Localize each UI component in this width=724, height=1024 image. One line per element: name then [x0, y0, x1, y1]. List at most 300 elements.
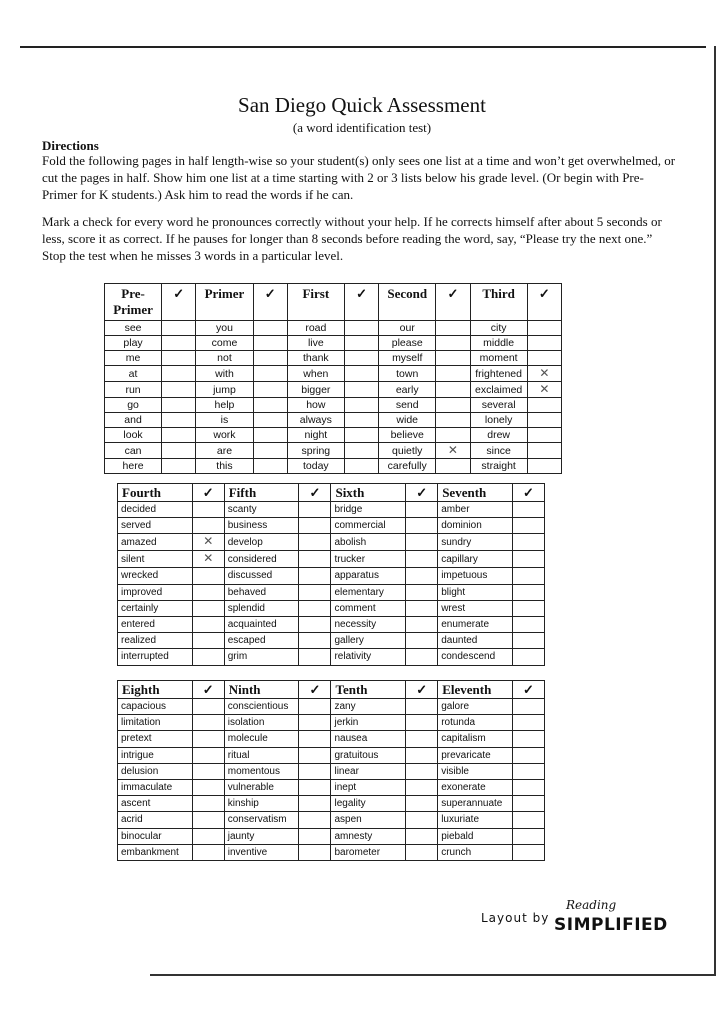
page-title: San Diego Quick Assessment [238, 93, 486, 117]
table-row [118, 731, 545, 747]
check-cell[interactable] [192, 518, 224, 534]
check-cell[interactable] [299, 649, 331, 665]
column-header: Fifth [224, 484, 299, 502]
word-cell: luxuriate [438, 812, 513, 828]
word-cell: how [287, 398, 344, 413]
check-cell[interactable] [512, 568, 544, 584]
word-cell: ritual [224, 747, 299, 763]
table-header-row [105, 284, 562, 321]
check-cell[interactable] [436, 321, 470, 336]
check-cell[interactable] [192, 763, 224, 779]
check-cell[interactable] [436, 443, 470, 459]
word-cell: daunted [438, 633, 513, 649]
column-header: Primer [196, 284, 253, 321]
check-cell[interactable] [299, 568, 331, 584]
word-cell: relativity [331, 649, 406, 665]
table-row [105, 413, 562, 428]
table-row [118, 518, 545, 534]
check-cell[interactable] [527, 336, 561, 351]
table-row [118, 649, 545, 665]
check-cell[interactable] [527, 366, 561, 382]
check-cell[interactable] [253, 351, 287, 366]
check-cell[interactable] [253, 459, 287, 474]
check-cell[interactable] [192, 502, 224, 518]
table-row [105, 351, 562, 366]
check-cell[interactable] [299, 844, 331, 860]
check-cell[interactable] [406, 551, 438, 568]
column-header: Ninth [224, 681, 299, 699]
column-header: First [287, 284, 344, 321]
check-cell[interactable] [192, 747, 224, 763]
word-cell: gratuitous [331, 747, 406, 763]
check-cell[interactable] [253, 382, 287, 398]
check-cell[interactable] [299, 699, 331, 715]
word-cell: moment [470, 351, 527, 366]
word-cell: is [196, 413, 253, 428]
table-row [105, 428, 562, 443]
check-cell[interactable] [527, 398, 561, 413]
word-cell: legality [331, 796, 406, 812]
check-cell[interactable] [299, 747, 331, 763]
word-cell: necessity [331, 616, 406, 632]
check-cell[interactable] [527, 443, 561, 459]
brand-main-text: SIMPLIFIED [554, 915, 668, 935]
check-cell[interactable] [512, 699, 544, 715]
word-cell: abolish [331, 534, 406, 551]
check-cell[interactable] [299, 715, 331, 731]
word-cell: superannuate [438, 796, 513, 812]
word-cell: aspen [331, 812, 406, 828]
table-row [105, 459, 562, 474]
word-cell: comment [331, 600, 406, 616]
word-cell: inventive [224, 844, 299, 860]
word-cell: amnesty [331, 828, 406, 844]
word-cell: limitation [118, 715, 193, 731]
check-column-header: ✓ [253, 284, 287, 321]
check-cell[interactable] [406, 747, 438, 763]
word-cell: commercial [331, 518, 406, 534]
word-cell: me [105, 351, 162, 366]
word-cell: behaved [224, 584, 299, 600]
check-cell[interactable] [512, 600, 544, 616]
word-cell: apparatus [331, 568, 406, 584]
check-cell[interactable] [436, 428, 470, 443]
check-cell[interactable] [192, 551, 224, 568]
word-cell: frightened [470, 366, 527, 382]
check-cell[interactable] [406, 699, 438, 715]
check-cell[interactable] [192, 584, 224, 600]
word-cell: isolation [224, 715, 299, 731]
word-cell: amber [438, 502, 513, 518]
check-cell[interactable] [512, 731, 544, 747]
table-row [118, 715, 545, 731]
check-cell[interactable] [527, 413, 561, 428]
check-cell[interactable] [406, 731, 438, 747]
word-cell: live [287, 336, 344, 351]
check-cell[interactable] [192, 779, 224, 795]
column-header: Seventh [438, 484, 513, 502]
check-cell[interactable] [436, 398, 470, 413]
word-cell: elementary [331, 584, 406, 600]
check-cell[interactable] [512, 502, 544, 518]
table-row [118, 600, 545, 616]
word-cell: lonely [470, 413, 527, 428]
check-cell[interactable] [192, 844, 224, 860]
table-row [118, 699, 545, 715]
word-cell: realized [118, 633, 193, 649]
brand-script-text: Reading [566, 898, 617, 912]
word-cell: wrecked [118, 568, 193, 584]
table-header-row [118, 484, 545, 502]
check-cell[interactable] [253, 398, 287, 413]
word-cell: improved [118, 584, 193, 600]
word-cell: our [379, 321, 436, 336]
check-cell[interactable] [299, 616, 331, 632]
word-cell: help [196, 398, 253, 413]
check-cell[interactable] [512, 518, 544, 534]
check-cell[interactable] [299, 534, 331, 551]
word-cell: spring [287, 443, 344, 459]
check-cell[interactable] [299, 763, 331, 779]
word-cell: served [118, 518, 193, 534]
word-cell: night [287, 428, 344, 443]
check-cell[interactable] [436, 382, 470, 398]
column-header: Third [470, 284, 527, 321]
word-cell: capillary [438, 551, 513, 568]
word-cell: dominion [438, 518, 513, 534]
check-cell[interactable] [192, 649, 224, 665]
page-border-top [20, 46, 706, 48]
miss-mark-icon: ✕ [539, 366, 550, 380]
check-cell[interactable] [406, 534, 438, 551]
check-cell[interactable] [299, 796, 331, 812]
word-cell: prevaricate [438, 747, 513, 763]
check-cell[interactable] [406, 715, 438, 731]
column-header: Fourth [118, 484, 193, 502]
check-cell[interactable] [406, 844, 438, 860]
check-cell[interactable] [436, 459, 470, 474]
check-cell[interactable] [299, 828, 331, 844]
check-cell[interactable] [527, 459, 561, 474]
table-row [118, 584, 545, 600]
check-cell[interactable] [527, 321, 561, 336]
check-column-header: ✓ [406, 484, 438, 502]
table-row [105, 321, 562, 336]
check-cell[interactable] [299, 633, 331, 649]
word-cell: entered [118, 616, 193, 632]
check-cell[interactable] [512, 828, 544, 844]
table-row [118, 779, 545, 795]
word-cell: capacious [118, 699, 193, 715]
check-cell[interactable] [192, 633, 224, 649]
miss-mark-icon: ✕ [203, 534, 214, 549]
word-cell: today [287, 459, 344, 474]
check-cell[interactable] [299, 502, 331, 518]
page-border-bottom [150, 974, 714, 976]
word-cell: jerkin [331, 715, 406, 731]
word-cell: escaped [224, 633, 299, 649]
word-cell: run [105, 382, 162, 398]
word-cell: believe [379, 428, 436, 443]
check-cell[interactable] [162, 398, 196, 413]
word-cell: blight [438, 584, 513, 600]
word-cell: develop [224, 534, 299, 551]
word-cell: jump [196, 382, 253, 398]
word-cell: bigger [287, 382, 344, 398]
word-cell: considered [224, 551, 299, 568]
check-cell[interactable] [253, 413, 287, 428]
word-cell: road [287, 321, 344, 336]
check-cell[interactable] [527, 428, 561, 443]
check-cell[interactable] [192, 715, 224, 731]
check-cell[interactable] [406, 763, 438, 779]
table-row [118, 812, 545, 828]
check-cell[interactable] [192, 568, 224, 584]
word-cell: exonerate [438, 779, 513, 795]
check-cell[interactable] [436, 413, 470, 428]
check-cell[interactable] [299, 600, 331, 616]
word-cell: are [196, 443, 253, 459]
check-cell[interactable] [253, 336, 287, 351]
check-cell[interactable] [162, 366, 196, 382]
check-cell[interactable] [192, 600, 224, 616]
word-cell: not [196, 351, 253, 366]
word-cell: acrid [118, 812, 193, 828]
check-cell[interactable] [344, 366, 378, 382]
word-cell: wrest [438, 600, 513, 616]
word-cell: binocular [118, 828, 193, 844]
check-cell[interactable] [192, 812, 224, 828]
check-cell[interactable] [406, 812, 438, 828]
check-cell[interactable] [344, 382, 378, 398]
word-cell: bridge [331, 502, 406, 518]
check-cell[interactable] [512, 649, 544, 665]
check-cell[interactable] [406, 633, 438, 649]
check-cell[interactable] [512, 844, 544, 860]
check-cell[interactable] [406, 518, 438, 534]
check-cell[interactable] [192, 534, 224, 551]
word-cell: crunch [438, 844, 513, 860]
check-cell[interactable] [344, 398, 378, 413]
word-cell: impetuous [438, 568, 513, 584]
check-cell[interactable] [253, 366, 287, 382]
check-cell[interactable] [406, 584, 438, 600]
word-cell: middle [470, 336, 527, 351]
check-cell[interactable] [162, 382, 196, 398]
table-row [118, 796, 545, 812]
word-cell: immaculate [118, 779, 193, 795]
word-cell: since [470, 443, 527, 459]
word-cell: vulnerable [224, 779, 299, 795]
check-cell[interactable] [344, 459, 378, 474]
word-cell: always [287, 413, 344, 428]
check-cell[interactable] [512, 747, 544, 763]
check-column-header: ✓ [162, 284, 196, 321]
check-cell[interactable] [406, 502, 438, 518]
word-cell: discussed [224, 568, 299, 584]
check-column-header: ✓ [512, 681, 544, 699]
check-cell[interactable] [344, 428, 378, 443]
word-cell: splendid [224, 600, 299, 616]
table-row [105, 336, 562, 351]
word-cell: zany [331, 699, 406, 715]
check-cell[interactable] [512, 616, 544, 632]
check-cell[interactable] [344, 336, 378, 351]
word-cell: this [196, 459, 253, 474]
check-cell[interactable] [192, 796, 224, 812]
check-cell[interactable] [162, 351, 196, 366]
check-cell[interactable] [192, 828, 224, 844]
table-header-row [118, 681, 545, 699]
check-cell[interactable] [344, 413, 378, 428]
check-cell[interactable] [512, 763, 544, 779]
column-header: Eleventh [438, 681, 513, 699]
word-cell: at [105, 366, 162, 382]
word-cell: scanty [224, 502, 299, 518]
check-cell[interactable] [162, 413, 196, 428]
word-cell: drew [470, 428, 527, 443]
word-cell: here [105, 459, 162, 474]
check-cell[interactable] [406, 600, 438, 616]
layout-by-label: Layout by [481, 911, 550, 925]
check-cell[interactable] [406, 568, 438, 584]
miss-mark-icon: ✕ [539, 382, 550, 396]
word-cell: acquainted [224, 616, 299, 632]
column-header: Tenth [331, 681, 406, 699]
table-row [118, 502, 545, 518]
check-cell[interactable] [162, 321, 196, 336]
check-cell[interactable] [299, 779, 331, 795]
check-cell[interactable] [344, 351, 378, 366]
check-column-header: ✓ [436, 284, 470, 321]
word-cell: myself [379, 351, 436, 366]
word-cell: linear [331, 763, 406, 779]
word-cell: visible [438, 763, 513, 779]
word-cell: send [379, 398, 436, 413]
table-row [118, 616, 545, 632]
word-cell: delusion [118, 763, 193, 779]
column-header: Sixth [331, 484, 406, 502]
word-cell: thank [287, 351, 344, 366]
check-cell[interactable] [512, 534, 544, 551]
check-cell[interactable] [162, 428, 196, 443]
word-table-fourth-to-seventh [117, 483, 545, 666]
word-cell: and [105, 413, 162, 428]
word-cell: decided [118, 502, 193, 518]
word-cell: carefully [379, 459, 436, 474]
word-cell: grim [224, 649, 299, 665]
table-row [118, 844, 545, 860]
check-cell[interactable] [192, 731, 224, 747]
reading-simplified-logo [554, 898, 674, 938]
check-cell[interactable] [299, 584, 331, 600]
check-column-header: ✓ [299, 484, 331, 502]
check-cell[interactable] [344, 443, 378, 459]
check-cell[interactable] [162, 459, 196, 474]
check-cell[interactable] [436, 366, 470, 382]
word-cell: trucker [331, 551, 406, 568]
check-cell[interactable] [253, 428, 287, 443]
check-cell[interactable] [299, 812, 331, 828]
word-cell: you [196, 321, 253, 336]
word-cell: see [105, 321, 162, 336]
word-cell: pretext [118, 731, 193, 747]
word-cell: intrigue [118, 747, 193, 763]
word-cell: work [196, 428, 253, 443]
check-column-header: ✓ [299, 681, 331, 699]
check-column-header: ✓ [512, 484, 544, 502]
check-cell[interactable] [406, 828, 438, 844]
word-cell: look [105, 428, 162, 443]
word-cell: conscientious [224, 699, 299, 715]
check-cell[interactable] [406, 779, 438, 795]
check-cell[interactable] [527, 351, 561, 366]
table-row [118, 828, 545, 844]
word-cell: go [105, 398, 162, 413]
word-cell: silent [118, 551, 193, 568]
table-row [105, 398, 562, 413]
check-cell[interactable] [162, 443, 196, 459]
table-row [105, 366, 562, 382]
check-cell[interactable] [406, 616, 438, 632]
check-cell[interactable] [512, 796, 544, 812]
check-cell[interactable] [299, 518, 331, 534]
check-cell[interactable] [527, 382, 561, 398]
check-cell[interactable] [512, 779, 544, 795]
directions-paragraph-2: Mark a check for every word he pronounces correctly without your help. If he corrects himself after about 5 seconds or less, score it as correct. If he pauses for longer than 8 seconds before reading the word, say, “Please try the next one.” Stop the test when he misses 3 words in a particular level. [42, 214, 662, 263]
check-cell[interactable] [512, 584, 544, 600]
word-cell: amazed [118, 534, 193, 551]
word-cell: town [379, 366, 436, 382]
word-cell: can [105, 443, 162, 459]
check-cell[interactable] [253, 443, 287, 459]
word-cell: exclaimed [470, 382, 527, 398]
word-cell: galore [438, 699, 513, 715]
check-cell[interactable] [299, 731, 331, 747]
check-cell[interactable] [162, 336, 196, 351]
check-cell[interactable] [406, 649, 438, 665]
table-row [105, 382, 562, 398]
check-cell[interactable] [406, 796, 438, 812]
check-cell[interactable] [436, 336, 470, 351]
word-cell: quietly [379, 443, 436, 459]
word-cell: straight [470, 459, 527, 474]
word-cell: come [196, 336, 253, 351]
check-column-header: ✓ [406, 681, 438, 699]
check-cell[interactable] [436, 351, 470, 366]
word-cell: capitalism [438, 731, 513, 747]
check-cell[interactable] [192, 616, 224, 632]
table-row [118, 568, 545, 584]
check-cell[interactable] [344, 321, 378, 336]
word-cell: with [196, 366, 253, 382]
word-cell: kinship [224, 796, 299, 812]
word-cell: city [470, 321, 527, 336]
miss-mark-icon: ✕ [203, 551, 214, 566]
page-subtitle: (a word identification test) [292, 120, 432, 135]
check-cell[interactable] [253, 321, 287, 336]
check-cell[interactable] [512, 812, 544, 828]
word-cell: inept [331, 779, 406, 795]
check-cell[interactable] [512, 633, 544, 649]
check-cell[interactable] [512, 715, 544, 731]
check-cell[interactable] [299, 551, 331, 568]
check-cell[interactable] [512, 551, 544, 568]
word-cell: when [287, 366, 344, 382]
word-cell: interrupted [118, 649, 193, 665]
check-cell[interactable] [192, 699, 224, 715]
directions-heading: Directions [42, 138, 99, 153]
